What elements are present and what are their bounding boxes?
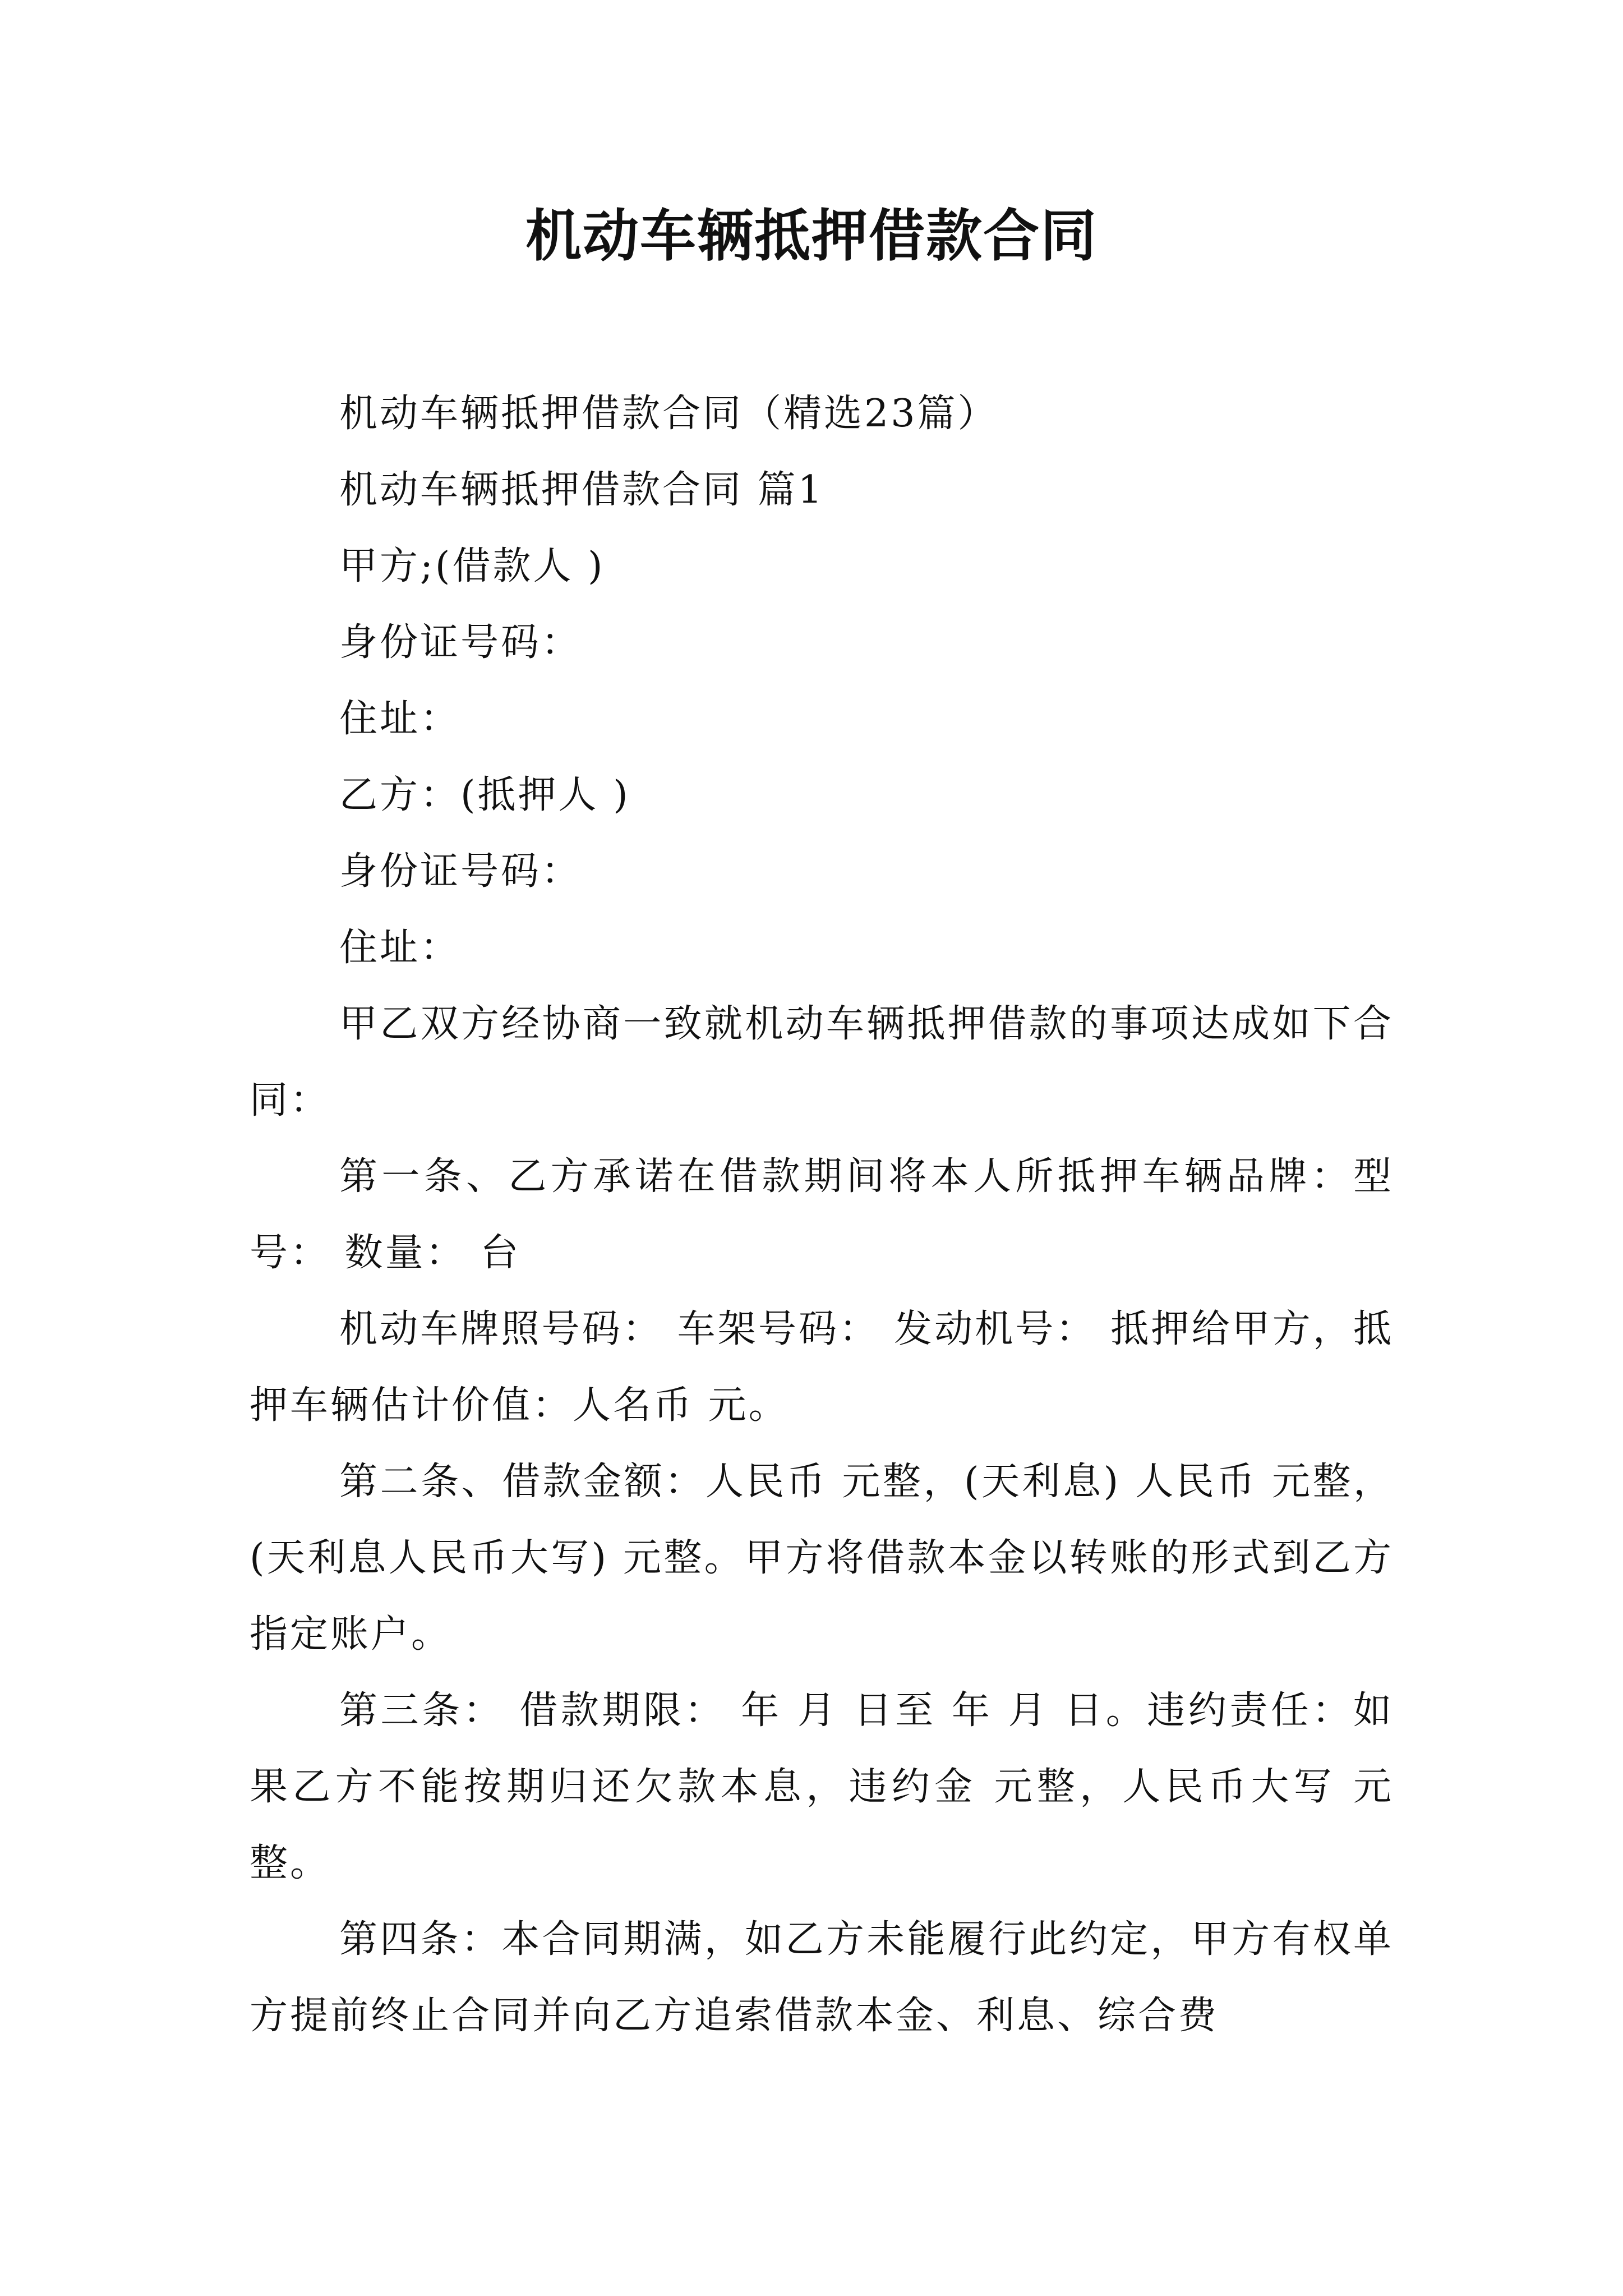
paragraph-article-4: 第四条：本合同期满，如乙方未能履行此约定，甲方有权单方提前终止合同并向乙方追索借款本金、利息、综合费: [250, 1917, 1394, 2038]
paragraph-subtitle: 机动车辆抵押借款合同（精选23篇）: [339, 392, 998, 436]
document-body: [250, 376, 1394, 2054]
paragraph-party-a-address: 住址：: [339, 697, 461, 741]
paragraph-agreement-intro: 甲乙双方经协商一致就机动车辆抵押借款的事项达成如下合同：: [250, 1002, 1394, 1122]
paragraph-article-2: 第二条、借款金额：人民币 元整，(天利息) 人民币 元整，(天利息人民币大写) 元整。甲方将借款本金以转账的形式到乙方指定账户。: [250, 1460, 1394, 1657]
paragraph-article-1: 第一条、乙方承诺在借款期间将本人所抵押车辆品牌：型号： 数量： 台: [250, 1154, 1394, 1275]
paragraph-party-b-address: 住址：: [339, 926, 461, 970]
paragraph-party-a: 甲方;(借款人 ): [339, 544, 605, 588]
document-title: 机动车辆抵押借款合同: [525, 203, 1098, 269]
paragraph-party-b: 乙方：(抵押人 ): [339, 773, 630, 817]
paragraph-section-heading: 机动车辆抵押借款合同 篇1: [339, 468, 824, 512]
paragraph-party-a-id: 身份证号码：: [339, 620, 582, 665]
paragraph-party-b-id: 身份证号码：: [339, 849, 582, 894]
paragraph-article-3: 第三条： 借款期限： 年 月 日至 年 月 日。违约责任：如果乙方不能按期归还欠款本息，违约金 元整，人民币大写 元整。: [250, 1688, 1394, 1885]
paragraph-vehicle-info: 机动车牌照号码： 车架号码： 发动机号： 抵押给甲方，抵押车辆估计价值：人名币 元。: [250, 1307, 1394, 1428]
